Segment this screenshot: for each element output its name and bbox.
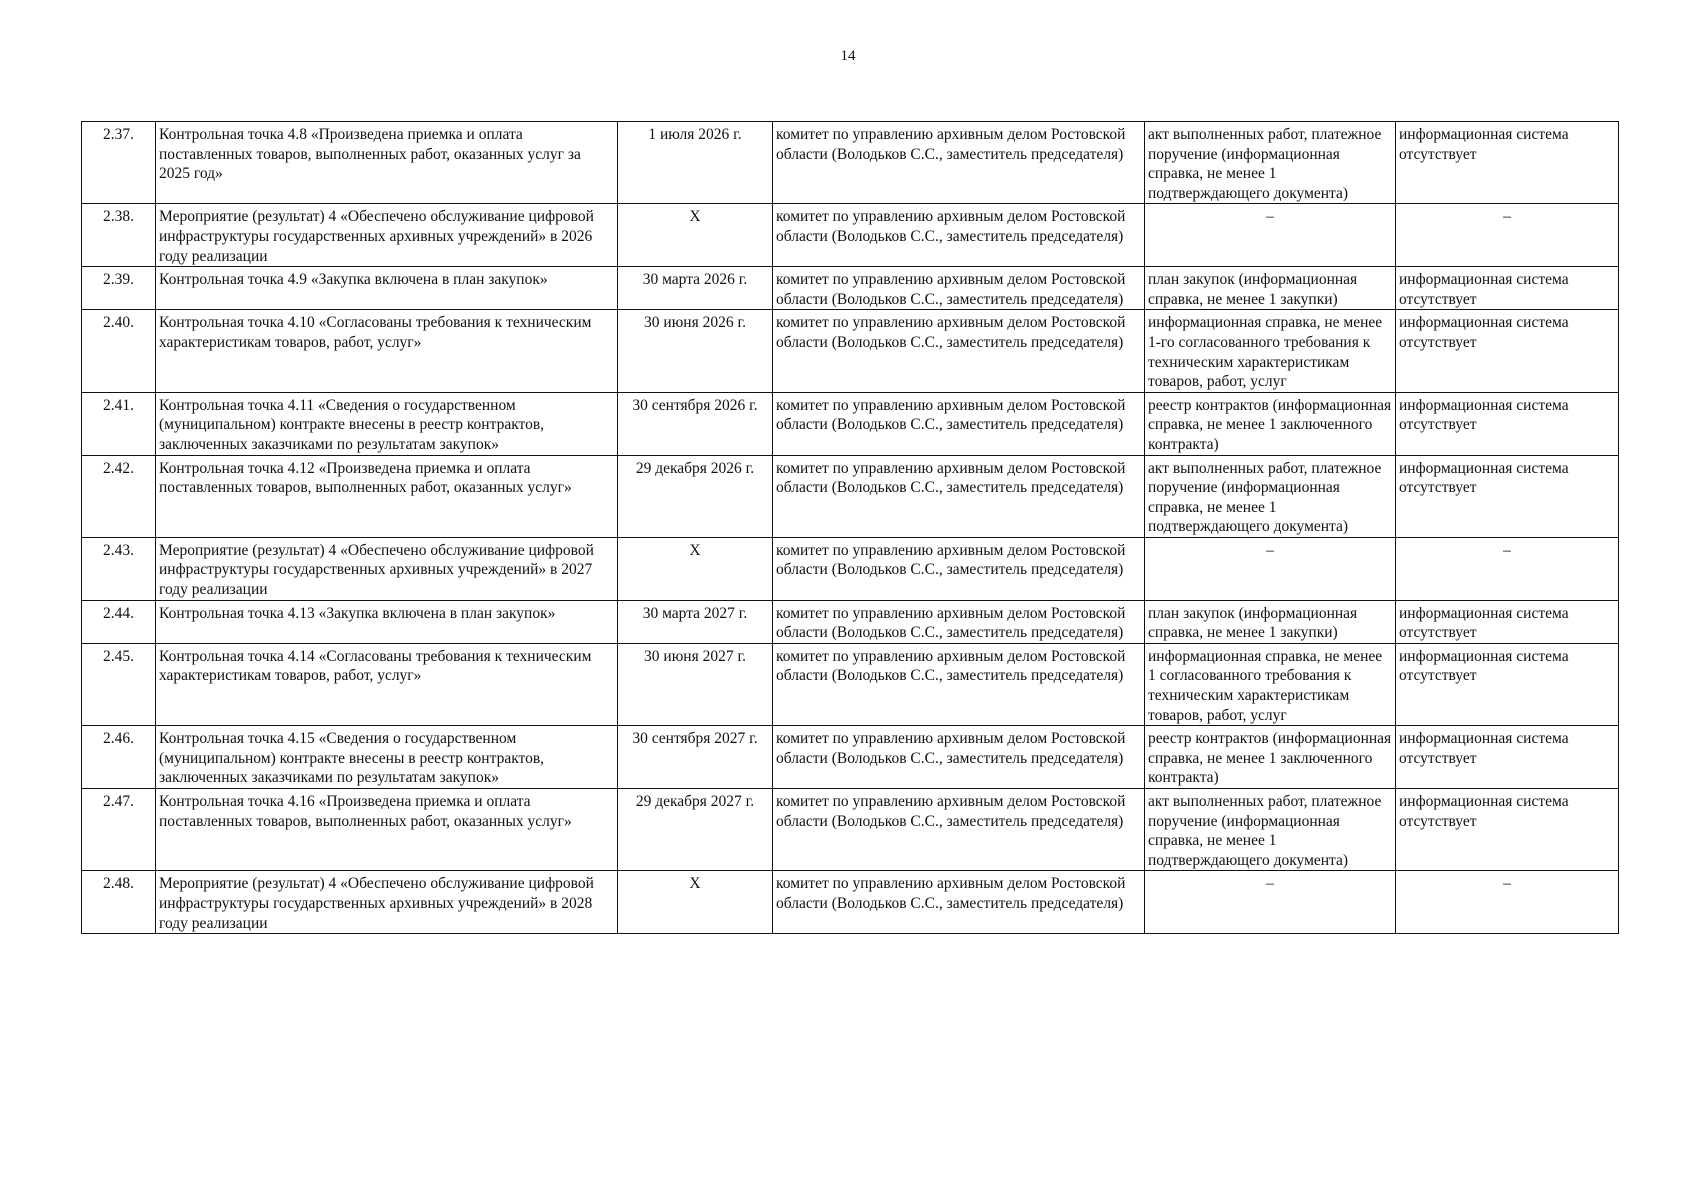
row-document: – <box>1145 537 1396 600</box>
table-row <box>82 789 1619 871</box>
table-row <box>82 537 1619 600</box>
row-number: 2.37. <box>82 122 156 204</box>
table-row <box>82 643 1619 725</box>
row-document: акт выполненных работ, платежное поручение (информационная справка, не менее 1 подтверждающего документа) <box>1145 455 1396 537</box>
row-document: акт выполненных работ, платежное поручение (информационная справка, не менее 1 подтверждающего документа) <box>1145 122 1396 204</box>
row-number: 2.48. <box>82 871 156 934</box>
row-responsible: комитет по управлению архивным делом Ростовской области (Володьков С.С., заместитель председателя) <box>773 643 1145 725</box>
table-row <box>82 455 1619 537</box>
row-description: Мероприятие (результат) 4 «Обеспечено обслуживание цифровой инфраструктуры государственных архивных учреждений» в 2026 году реализации <box>156 204 618 267</box>
row-document: план закупок (информационная справка, не менее 1 закупки) <box>1145 267 1396 310</box>
row-description: Контрольная точка 4.14 «Согласованы требования к техническим характеристикам товаров, работ, услуг» <box>156 643 618 725</box>
row-description: Мероприятие (результат) 4 «Обеспечено обслуживание цифровой инфраструктуры государственных архивных учреждений» в 2028 году реализации <box>156 871 618 934</box>
row-description: Контрольная точка 4.12 «Произведена приемка и оплата поставленных товаров, выполненных работ, оказанных услуг» <box>156 455 618 537</box>
row-document: – <box>1145 871 1396 934</box>
row-responsible: комитет по управлению архивным делом Ростовской области (Володьков С.С., заместитель председателя) <box>773 122 1145 204</box>
row-description: Контрольная точка 4.9 «Закупка включена в план закупок» <box>156 267 618 310</box>
row-description: Контрольная точка 4.8 «Произведена приемка и оплата поставленных товаров, выполненных работ, оказанных услуг за 2025 год» <box>156 122 618 204</box>
row-deadline: 29 декабря 2026 г. <box>618 455 773 537</box>
row-information-system: информационная система отсутствует <box>1396 122 1619 204</box>
row-description: Контрольная точка 4.10 «Согласованы требования к техническим характеристикам товаров, работ, услуг» <box>156 310 618 392</box>
row-deadline: 30 сентября 2026 г. <box>618 392 773 455</box>
row-responsible: комитет по управлению архивным делом Ростовской области (Володьков С.С., заместитель председателя) <box>773 204 1145 267</box>
row-deadline: 29 декабря 2027 г. <box>618 789 773 871</box>
row-information-system: – <box>1396 204 1619 267</box>
table-row <box>82 122 1619 204</box>
row-number: 2.42. <box>82 455 156 537</box>
row-information-system: информационная система отсутствует <box>1396 726 1619 789</box>
plan-table <box>81 121 1619 934</box>
row-deadline: Х <box>618 537 773 600</box>
plan-table-body <box>82 122 1619 934</box>
row-responsible: комитет по управлению архивным делом Ростовской области (Володьков С.С., заместитель председателя) <box>773 455 1145 537</box>
row-number: 2.45. <box>82 643 156 725</box>
row-information-system: информационная система отсутствует <box>1396 643 1619 725</box>
row-description: Контрольная точка 4.16 «Произведена приемка и оплата поставленных товаров, выполненных работ, оказанных услуг» <box>156 789 618 871</box>
table-row <box>82 600 1619 643</box>
table-row <box>82 871 1619 934</box>
row-deadline: 30 июня 2026 г. <box>618 310 773 392</box>
row-document: план закупок (информационная справка, не менее 1 закупки) <box>1145 600 1396 643</box>
table-row <box>82 726 1619 789</box>
row-number: 2.47. <box>82 789 156 871</box>
row-deadline: Х <box>618 871 773 934</box>
row-number: 2.41. <box>82 392 156 455</box>
row-information-system: информационная система отсутствует <box>1396 310 1619 392</box>
row-number: 2.46. <box>82 726 156 789</box>
row-responsible: комитет по управлению архивным делом Ростовской области (Володьков С.С., заместитель председателя) <box>773 789 1145 871</box>
row-deadline: 30 марта 2026 г. <box>618 267 773 310</box>
row-deadline: 1 июля 2026 г. <box>618 122 773 204</box>
row-information-system: информационная система отсутствует <box>1396 455 1619 537</box>
row-document: информационная справка, не менее 1-го согласованного требования к техническим характеристикам товаров, работ, услуг <box>1145 310 1396 392</box>
row-responsible: комитет по управлению архивным делом Ростовской области (Володьков С.С., заместитель председателя) <box>773 600 1145 643</box>
row-responsible: комитет по управлению архивным делом Ростовской области (Володьков С.С., заместитель председателя) <box>773 392 1145 455</box>
row-number: 2.38. <box>82 204 156 267</box>
row-responsible: комитет по управлению архивным делом Ростовской области (Володьков С.С., заместитель председателя) <box>773 267 1145 310</box>
row-information-system: информационная система отсутствует <box>1396 392 1619 455</box>
row-deadline: 30 июня 2027 г. <box>618 643 773 725</box>
row-description: Контрольная точка 4.13 «Закупка включена в план закупок» <box>156 600 618 643</box>
page-number: 14 <box>840 48 856 64</box>
row-number: 2.40. <box>82 310 156 392</box>
table-row <box>82 392 1619 455</box>
row-document: информационная справка, не менее 1 согласованного требования к техническим характеристикам товаров, работ, услуг <box>1145 643 1396 725</box>
row-responsible: комитет по управлению архивным делом Ростовской области (Володьков С.С., заместитель председателя) <box>773 537 1145 600</box>
row-number: 2.43. <box>82 537 156 600</box>
row-information-system: информационная система отсутствует <box>1396 267 1619 310</box>
row-description: Контрольная точка 4.11 «Сведения о государственном (муниципальном) контракте внесены в реестр контрактов, заключенных заказчиками по результатам закупок» <box>156 392 618 455</box>
table-row <box>82 204 1619 267</box>
row-responsible: комитет по управлению архивным делом Ростовской области (Володьков С.С., заместитель председателя) <box>773 310 1145 392</box>
row-responsible: комитет по управлению архивным делом Ростовской области (Володьков С.С., заместитель председателя) <box>773 726 1145 789</box>
row-deadline: 30 марта 2027 г. <box>618 600 773 643</box>
row-description: Мероприятие (результат) 4 «Обеспечено обслуживание цифровой инфраструктуры государственных архивных учреждений» в 2027 году реализации <box>156 537 618 600</box>
row-number: 2.44. <box>82 600 156 643</box>
row-document: реестр контрактов (информационная справка, не менее 1 заключенного контракта) <box>1145 726 1396 789</box>
row-number: 2.39. <box>82 267 156 310</box>
table-row <box>82 310 1619 392</box>
row-document: – <box>1145 204 1396 267</box>
row-information-system: информационная система отсутствует <box>1396 600 1619 643</box>
row-document: акт выполненных работ, платежное поручение (информационная справка, не менее 1 подтверждающего документа) <box>1145 789 1396 871</box>
row-information-system: информационная система отсутствует <box>1396 789 1619 871</box>
row-document: реестр контрактов (информационная справка, не менее 1 заключенного контракта) <box>1145 392 1396 455</box>
row-description: Контрольная точка 4.15 «Сведения о государственном (муниципальном) контракте внесены в реестр контрактов, заключенных заказчиками по результатам закупок» <box>156 726 618 789</box>
table-row <box>82 267 1619 310</box>
row-information-system: – <box>1396 537 1619 600</box>
row-information-system: – <box>1396 871 1619 934</box>
row-deadline: 30 сентября 2027 г. <box>618 726 773 789</box>
row-deadline: Х <box>618 204 773 267</box>
row-responsible: комитет по управлению архивным делом Ростовской области (Володьков С.С., заместитель председателя) <box>773 871 1145 934</box>
